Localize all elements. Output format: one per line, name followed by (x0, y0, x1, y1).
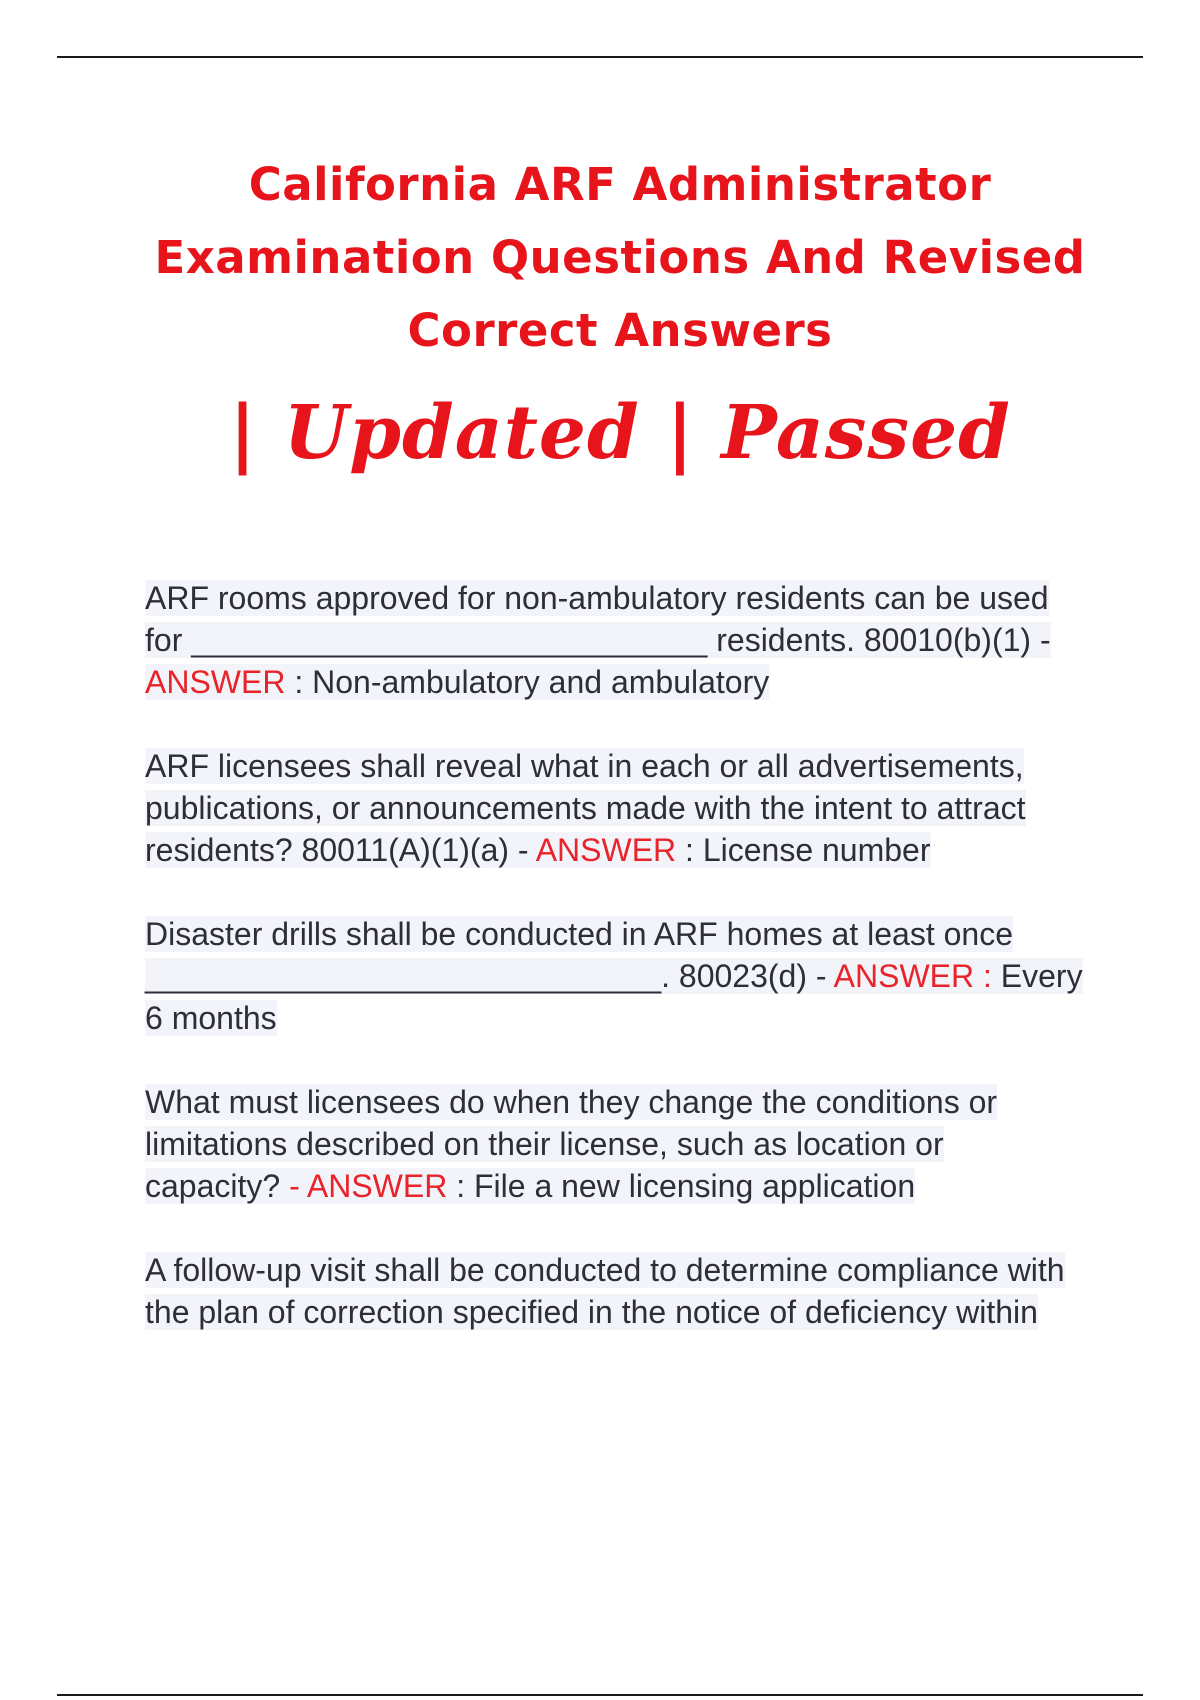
answer-text: : Non-ambulatory and ambulatory (285, 664, 770, 700)
title-line-2: Examination Questions And Revised (154, 231, 1086, 284)
qa-item-1 (145, 577, 1085, 703)
qa-text (145, 580, 1051, 700)
question-text: What must licensees do when they change the conditions or limitations described on their license, such as location or capacity? (145, 1084, 998, 1204)
document-subtitle: | Updated | Passed (229, 390, 1011, 476)
document-title (110, 148, 1130, 367)
qa-text (145, 1084, 997, 1204)
qa-item-4 (145, 1081, 1085, 1207)
top-rule (57, 56, 1143, 58)
title-line-1: California ARF Administrator (248, 158, 992, 211)
answer-label: - ANSWER (289, 1168, 448, 1204)
qa-item-2 (145, 745, 1085, 871)
answer-label: ANSWER (145, 664, 286, 700)
qa-item-3 (145, 913, 1085, 1039)
question-text: A follow-up visit shall be conducted to determine compliance with the plan of correction specified in the notice of deficiency within (145, 1252, 1065, 1330)
qa-list (145, 577, 1085, 1375)
answer-label: ANSWER (535, 832, 677, 868)
question-text: ARF licensees shall reveal what in each or all advertisements, publications, or announcements made with the intent to attract residents? 80011(A)(1)(a) - (145, 748, 1026, 868)
qa-text (145, 748, 1026, 868)
answer-text: : License number (676, 832, 931, 868)
question-text: ARF rooms approved for non-ambulatory residents can be used for _____________________________ residents. 80010(b)(1) - (145, 580, 1051, 658)
qa-item-5 (145, 1249, 1085, 1333)
qa-text (145, 1252, 1065, 1330)
question-text: Disaster drills shall be conducted in ARF homes at least once _____________________________. 80023(d) - (145, 916, 1013, 994)
answer-text: : File a new licensing application (447, 1168, 916, 1204)
answer-label: ANSWER : (833, 958, 992, 994)
qa-text (145, 916, 1083, 1036)
answer-text: Every 6 months (145, 958, 1083, 1036)
title-line-3: Correct Answers (407, 304, 833, 357)
bottom-rule (57, 1694, 1143, 1696)
